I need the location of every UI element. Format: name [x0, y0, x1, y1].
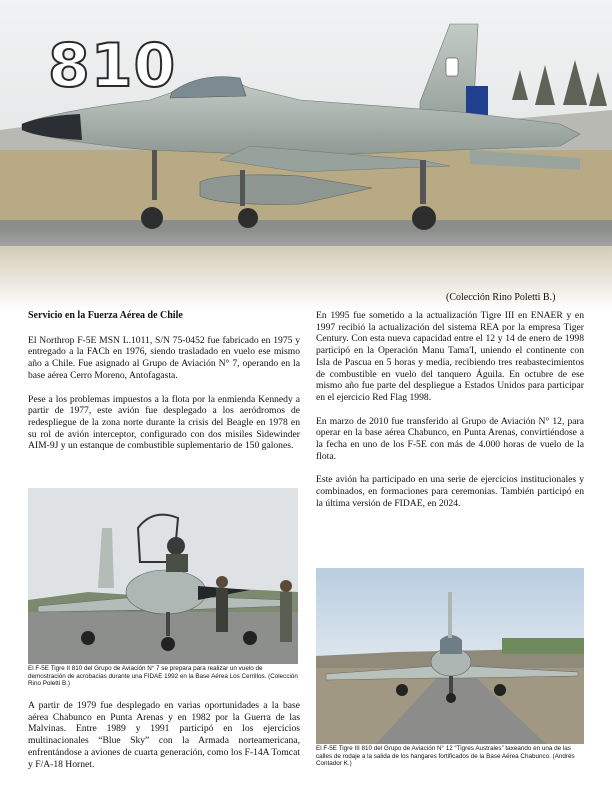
hero-photo-credit: (Colección Rino Poletti B.): [446, 292, 556, 303]
article-left-column-bottom: [28, 700, 300, 782]
photo-aircraft-taxiing-illustration: [316, 568, 584, 744]
caption-right-photo: El F-5E Tigre III 810 del Grupo de Aviación N° 12 “Tigres Australes” taxeando en una de las calles de rodaje a la salida de los hangares fortificados de la Base Aérea Chabunco. (Andrés Contador K.): [316, 745, 575, 768]
article-title: Servicio en la Fuerza Aérea de Chile: [28, 310, 183, 321]
photo-chabunco-taxiing: [316, 568, 584, 744]
photo-aircraft-front-illustration: [28, 488, 298, 664]
article-paragraph-3: A partir de 1979 fue desplegado en varias oportunidades a la base aérea Chabunco en Punta Arenas y en 1982 por la Guerra de las Malvinas. Entre 1989 y 1991 participó en los ejercicios multinacionales “Blue Sky” con la Armada norteamericana, enfrentándose a aviones de cuarta generación, como los F-14A Tomcat y F/A-18 Hornet.: [28, 700, 300, 770]
article-paragraph-6: Este avión ha participado en una serie de ejercicios institucionales y combinados, en formaciones para ceremonias. También participó en la última versión de FIDAE, en 2024.: [316, 474, 584, 509]
article-right-column: [316, 310, 584, 522]
article-paragraph-5: En marzo de 2010 fue transferido al Grupo de Aviación N° 12, para operar en la base aérea Chabunco, en Punta Arenas, convirtiéndose a la fecha en uno de los F-5E con más de 4.000 horas de vuelo de la flota.: [316, 415, 584, 462]
article-paragraph-4: En 1995 fue sometido a la actualización Tigre III en ENAER y en 1997 recibió la actualización del sistema REA por la empresa Tiger Century. Con esta nueva capacidad entre el 12 y 14 de enero de 1998 participó en la Operación Manu Tama'I, uniendo el continente con Isla de Pascua en 5 horas y media, recibiendo tres reabastecimientos de combustible en vuelo del tanquero Águila. En octubre de ese mismo año fue parte del despliegue a Estados Unidos para participar en el ejercicio Red Flag 1998.: [316, 310, 584, 403]
aircraft-number-heading: 810: [48, 31, 177, 101]
article-paragraph-2: Pese a los problemas impuestos a la flota por la enmienda Kennedy a partir de 1977, este avión fue desplegado a los aeródromos de redespliegue de la zona norte durante la crisis del Beagle en 1978 en su rol de avión interceptor, configurado con dos misiles Sidewinder AIM-9J y un estanque de combustible suplementario de 150 galones.: [28, 393, 300, 452]
caption-left-photo: El F-5E Tigre II 810 del Grupo de Aviación N° 7 se prepara para realizar un vuelo de demostración de acrobacias durante una FIDAE 1992 en la Base Aérea Los Cerrillos. (Colección Rino Poletti B.): [28, 665, 298, 688]
hero-photo: [0, 0, 612, 310]
article-left-column: [28, 310, 300, 464]
photo-fidae-1992: [28, 488, 298, 664]
article-paragraph-1: El Northrop F-5E MSN L.1011, S/N 75-0452 fue fabricado en 1975 y entregado a la FACh en 1976, siendo trasladado en vuelo ese mismo año a Chile. Fue asignado al Grupo de Aviación N° 7, operando en la base aérea Cerro Moreno, Antofagasta.: [28, 334, 300, 381]
